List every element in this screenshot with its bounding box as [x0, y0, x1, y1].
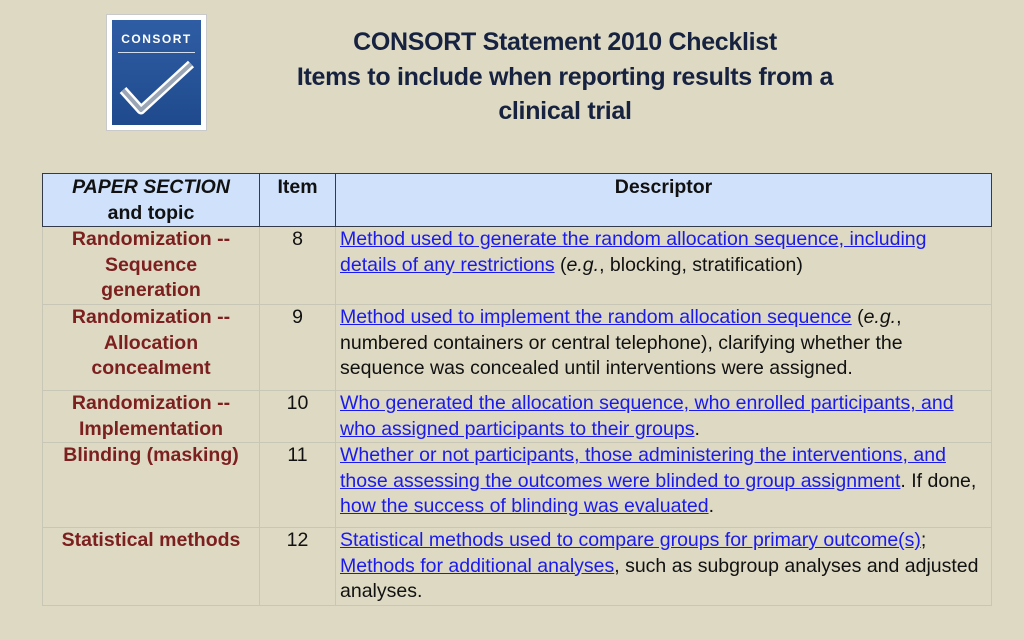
table-header-row: [43, 174, 992, 227]
section-cell: [43, 227, 260, 305]
header-section-sub: and topic: [107, 201, 195, 224]
header-section-label: PAPER SECTION: [72, 176, 230, 198]
subtitle-line-1: Items to include when reporting results from a: [296, 63, 834, 91]
consort-logo: [106, 14, 207, 131]
descriptor-link[interactable]: Who generated the allocation sequence, who enrolled participants, and who assigned participants to their groups: [340, 391, 954, 440]
descriptor-cell: [336, 528, 992, 606]
descriptor-link[interactable]: Method used to generate the random allocation sequence, including details of any restrictions: [340, 228, 927, 276]
section-label: Sequence: [104, 253, 198, 276]
descriptor-text: .: [694, 417, 700, 440]
descriptor-text: (: [554, 253, 567, 276]
table-row: [43, 227, 992, 305]
section-label: Allocation: [103, 331, 199, 354]
descriptor-cell: [336, 304, 992, 390]
section-label: Randomization --: [71, 228, 231, 251]
section-label: generation: [101, 279, 201, 302]
item-number: 8: [260, 227, 336, 305]
section-cell: [43, 528, 260, 606]
page-subtitle: [215, 60, 915, 128]
descriptor-link[interactable]: Whether or not participants, those administering the interventions, and those assessing the outcomes were blinded to group assignment: [340, 444, 946, 492]
section-cell: [43, 443, 260, 528]
descriptor-link[interactable]: how the success of blinding was evaluated: [340, 495, 709, 518]
descriptor-cell: [336, 390, 992, 442]
item-number: 12: [260, 528, 336, 606]
descriptor-text: ;: [920, 529, 927, 552]
section-cell: [43, 304, 260, 390]
descriptor-text: , numbered containers or central telephone), clarifying whether the sequence was concealed until interventions were assigned.: [340, 305, 903, 380]
checkmark-icon: [117, 60, 198, 123]
subtitle-line-2: clinical trial: [498, 97, 632, 125]
section-label: Randomization --: [71, 305, 231, 328]
descriptor-text: (: [851, 305, 864, 328]
descriptor-link[interactable]: Method used to implement the random allocation sequence: [340, 305, 852, 328]
descriptor-italic: e.g.: [863, 305, 897, 328]
table-row: [43, 443, 992, 528]
section-label: Statistical methods: [61, 529, 241, 552]
section-label: Randomization --: [71, 391, 231, 414]
descriptor-text: , blocking, stratification): [599, 253, 803, 276]
header-paper-section: [43, 174, 260, 227]
descriptor-link[interactable]: Statistical methods used to compare groups for primary outcome(s): [340, 529, 921, 552]
descriptor-cell: [336, 227, 992, 305]
item-number: 10: [260, 390, 336, 442]
logo-text: CONSORT: [121, 32, 192, 46]
table-row: [43, 304, 992, 390]
logo-panel: [112, 20, 201, 125]
descriptor-italic: e.g.: [566, 253, 600, 276]
header-descriptor: Descriptor: [336, 174, 992, 227]
descriptor-text: , such as subgroup analyses and adjusted analyses.: [340, 554, 979, 603]
descriptor-text: .: [708, 495, 714, 518]
section-label: Blinding (masking): [63, 444, 239, 467]
descriptor-link[interactable]: Methods for additional analyses: [340, 554, 615, 577]
item-number: 9: [260, 304, 336, 390]
table-row: [43, 390, 992, 442]
descriptor-text: . If done,: [900, 469, 977, 492]
page-title: CONSORT Statement 2010 Checklist: [353, 28, 777, 56]
descriptor-cell: [336, 443, 992, 528]
section-cell: [43, 390, 260, 442]
logo-divider: [118, 52, 195, 53]
header-item: Item: [260, 174, 336, 227]
section-label: Implementation: [78, 417, 224, 440]
table-row: [43, 528, 992, 606]
item-number: 11: [260, 443, 336, 528]
checklist-table: [42, 173, 992, 606]
section-label: concealment: [91, 357, 211, 380]
